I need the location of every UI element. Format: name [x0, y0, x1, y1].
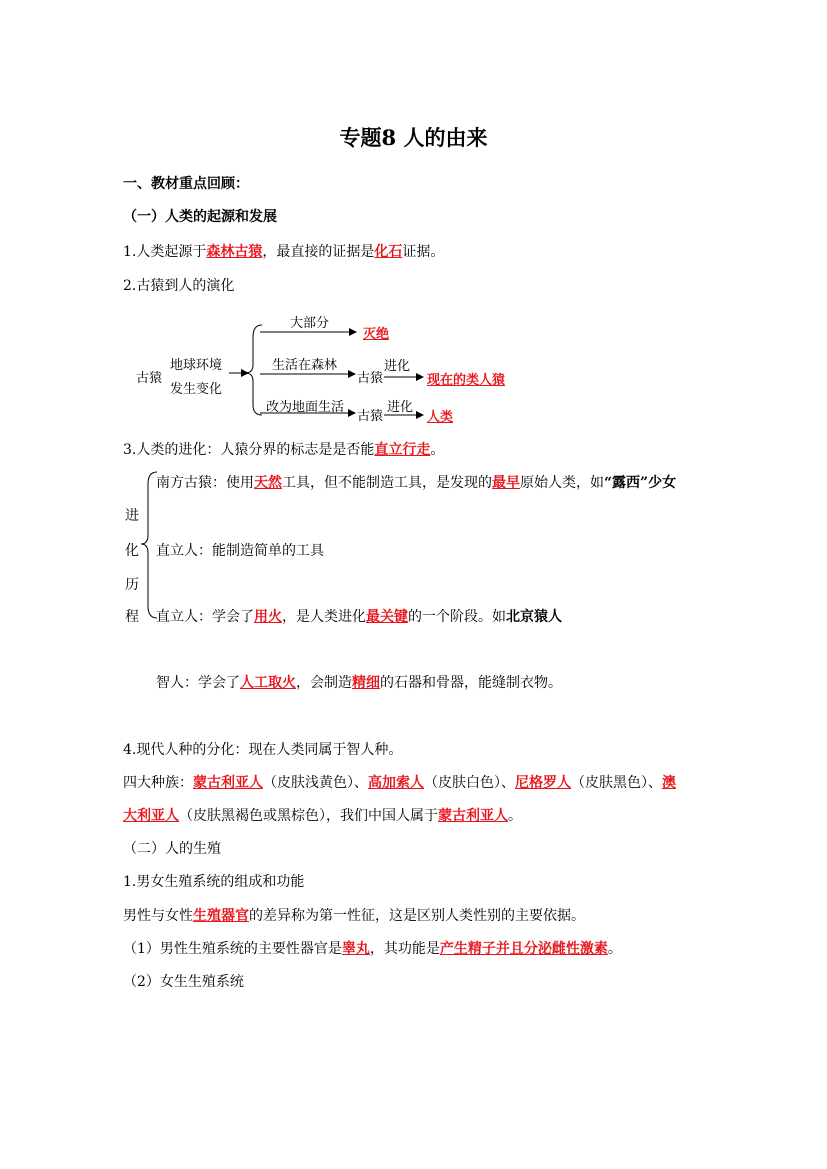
repro-item-1: 1.男女生殖系统的组成和功能	[123, 874, 305, 890]
diagram-cause-2: 发生变化	[170, 382, 223, 397]
text: ，最直接的证据是	[262, 244, 375, 260]
diagram-cause-1: 地球环境	[170, 358, 223, 373]
branch-2-result: 现在的类人猿	[427, 373, 506, 388]
text: （皮肤白色）、	[424, 775, 515, 791]
repro-item-4: （2）女生生殖系统	[123, 974, 244, 990]
answer: 睾丸	[341, 941, 370, 957]
evo-side-char: 化	[125, 543, 139, 559]
answer: 天然	[254, 475, 282, 491]
answer: 生殖器官	[193, 908, 249, 924]
repro-item-2	[123, 905, 585, 925]
evo-row-3	[156, 606, 562, 626]
text: 的石器和骨器，能缝制衣物。	[380, 675, 562, 691]
text: （1）男性生殖系统的主要性器官是	[123, 941, 342, 957]
answer: 化石	[374, 244, 403, 260]
branch-2-arrow-label: 进化	[384, 359, 411, 374]
branch-3-arrow-label: 进化	[387, 400, 414, 415]
text: 智人：学会了	[156, 675, 240, 691]
answer: 尼格罗人	[515, 775, 571, 791]
text: ，会制造	[296, 675, 352, 691]
section-heading: 一、教材重点回顾：	[123, 176, 249, 192]
answer: 直立行走	[374, 442, 431, 458]
text: ，是人类进化	[282, 609, 366, 625]
answer: 产生精子并且分泌雌性激素	[439, 941, 608, 957]
branch-2-mid: 古猿	[357, 371, 384, 386]
diagram-source: 古猿	[136, 371, 163, 386]
evo-side-char: 历	[125, 577, 139, 593]
races-line-1	[123, 772, 676, 792]
branch-2-label: 生活在森林	[272, 358, 338, 373]
answer: 澳	[662, 775, 676, 791]
answer: 精细	[352, 675, 380, 691]
text: 四大种族：	[123, 775, 193, 791]
text: 工具，但不能制造工具，是发现的	[282, 475, 492, 491]
item-2: 2.古猿到人的演化	[123, 278, 235, 294]
item-4: 4.现代人种的分化：现在人类同属于智人种。	[123, 742, 403, 758]
text: 。	[430, 442, 445, 458]
answer: 蒙古利亚人	[438, 808, 508, 824]
evo-row-1	[156, 472, 676, 492]
answer: 蒙古利亚人	[193, 775, 263, 791]
page-title: 专题8 人的由来	[339, 125, 488, 150]
evo-side-char: 程	[125, 609, 139, 625]
races-line-2	[123, 805, 522, 825]
text: 的一个阶段。如	[408, 609, 506, 625]
text: 原始人类，如	[520, 475, 604, 491]
branch-1-label: 大部分	[290, 316, 330, 331]
branch-3-label: 改为地面生活	[266, 400, 345, 415]
answer: 高加索人	[368, 775, 424, 791]
subsection-heading: （二）人的生殖	[123, 841, 221, 857]
text: 男性与女性	[123, 908, 193, 924]
evo-row-2: 直立人：能制造简单的工具	[156, 543, 324, 559]
evo-row-4	[156, 672, 562, 692]
text: 。	[508, 808, 522, 824]
answer: 大利亚人	[123, 808, 179, 824]
item-3	[123, 439, 444, 459]
answer: 最早	[492, 475, 520, 491]
example: 北京猿人	[506, 609, 562, 625]
text: 南方古猿：使用	[156, 475, 254, 491]
branch-1-result: 灭绝	[363, 327, 390, 342]
evo-side-char: 进	[125, 508, 139, 524]
evolution-brace	[141, 472, 157, 618]
text: （皮肤浅黄色）、	[263, 775, 368, 791]
answer: 用火	[254, 609, 282, 625]
repro-item-3	[123, 938, 622, 958]
branch-3-result: 人类	[427, 410, 454, 425]
subsection-heading: （一）人类的起源和发展	[123, 209, 277, 225]
text: 。	[607, 941, 622, 957]
text: 3.人类的进化：人猿分界的标志是是否能	[123, 442, 375, 458]
text: （皮肤黑色）、	[571, 775, 662, 791]
text: 证据。	[402, 244, 445, 260]
text: 的差异称为第一性征，这是区别人类性别的主要依据。	[249, 908, 585, 924]
answer: 最关键	[366, 609, 408, 625]
example: “露西”少女	[604, 475, 677, 491]
text: 直立人：学会了	[156, 609, 254, 625]
branch-3-mid: 古猿	[357, 409, 384, 424]
text: ，其功能是	[369, 941, 440, 957]
text: 1.人类起源于	[123, 244, 207, 260]
branch-brace	[245, 325, 262, 415]
answer: 森林古猿	[206, 244, 263, 260]
text: （皮肤黑褐色或黑棕色），我们中国人属于	[179, 808, 438, 824]
answer: 人工取火	[240, 675, 296, 691]
